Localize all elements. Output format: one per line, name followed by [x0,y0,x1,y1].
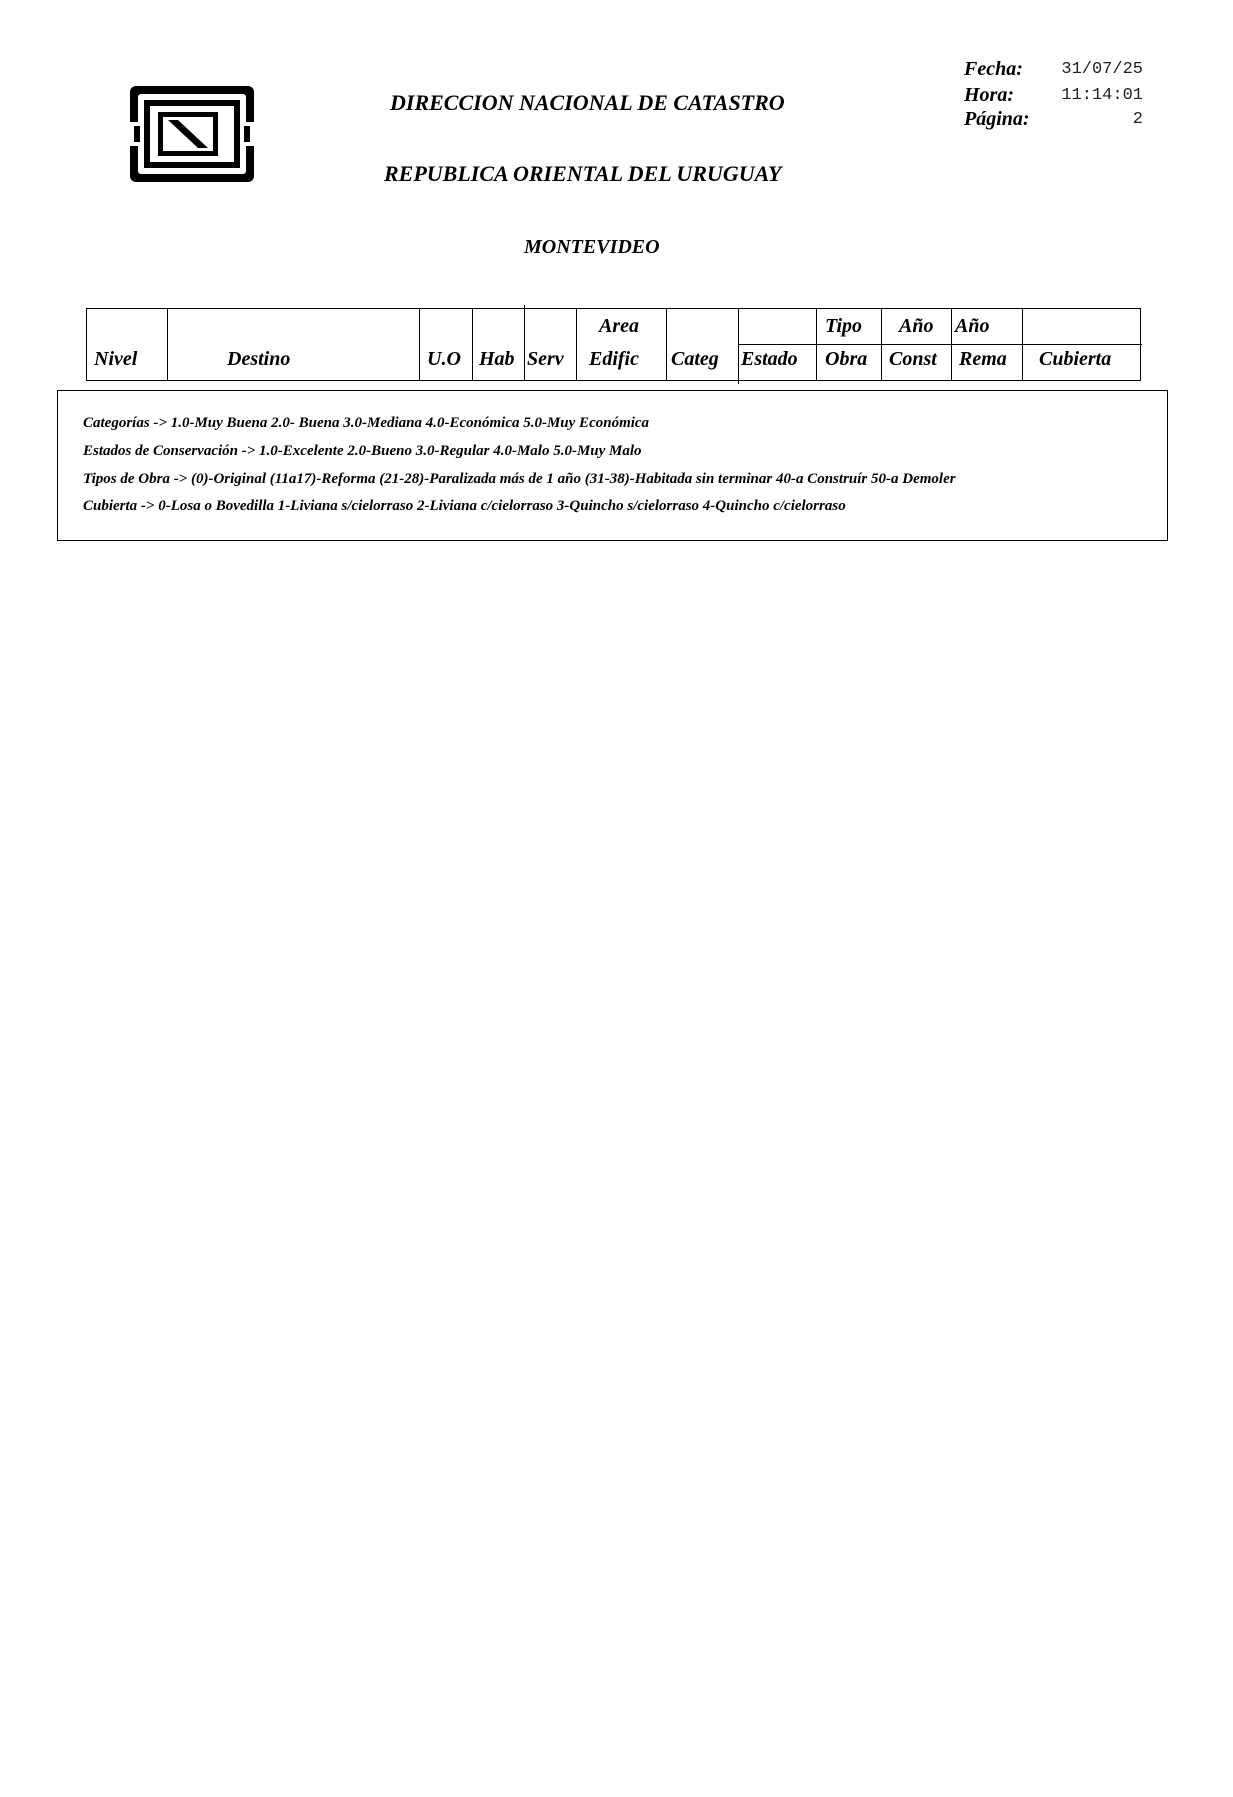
col-uo: U.O [427,348,461,370]
col-estado: Estado [741,348,798,370]
legend-box [57,390,1168,541]
col-ano-const-top: Año [899,315,934,337]
col-tipo-bottom: Obra [825,348,868,370]
col-hab: Hab [479,348,515,370]
legend-categorias: Categorías -> 1.0-Muy Buena 2.0- Buena 3.0-Mediana 4.0-Económica 5.0-Muy Económica [83,415,650,431]
col-ano-rema-bottom: Rema [959,348,1007,370]
col-ano-const-bottom: Const [889,348,937,370]
col-destino: Destino [227,348,291,370]
column-divider [738,309,739,384]
col-serv: Serv [527,348,564,370]
catastro-logo-icon [128,84,256,184]
col-nivel: Nivel [94,348,138,370]
column-divider [666,309,667,380]
column-divider [472,309,473,380]
legend-cubierta: Cubierta -> 0-Losa o Bovedilla 1-Liviana s/cielorraso 2-Liviana c/cielorraso 3-Quincho s/cielorraso 4-Quincho c/cielorraso [83,498,846,514]
pagina-value: 2 [1132,110,1143,129]
column-divider [576,309,577,380]
units-table-header [86,308,1141,381]
col-area-top: Area [599,315,639,337]
fecha-value: 31/07/25 [1061,60,1143,79]
header-subrule [738,344,1142,345]
country-title: REPUBLICA ORIENTAL DEL URUGUAY [384,161,782,186]
col-cubierta: Cubierta [1039,348,1112,370]
column-divider [167,309,168,380]
col-tipo-top: Tipo [825,315,863,337]
col-ano-rema-top: Año [955,315,990,337]
col-categ: Categ [671,348,719,370]
hora-value: 11:14:01 [1061,86,1143,105]
legend-tipos-obra: Tipos de Obra -> (0)-Original (11a17)-Reforma (21-28)-Paralizada más de 1 año (31-38)-Habitada sin terminar 40-a Construír 50-a Demoler [83,471,956,487]
legend-estados: Estados de Conservación -> 1.0-Excelente 2.0-Bueno 3.0-Regular 4.0-Malo 5.0-Muy Malo [83,443,642,459]
organization-title: DIRECCION NACIONAL DE CATASTRO [390,90,785,115]
column-divider [419,309,420,380]
column-divider [524,305,525,380]
hora-label: Hora: [964,84,1014,106]
department-title: MONTEVIDEO [524,236,660,258]
col-area-bottom: Edific [589,348,639,370]
fecha-label: Fecha: [964,58,1023,80]
pagina-label: Página: [964,108,1030,130]
